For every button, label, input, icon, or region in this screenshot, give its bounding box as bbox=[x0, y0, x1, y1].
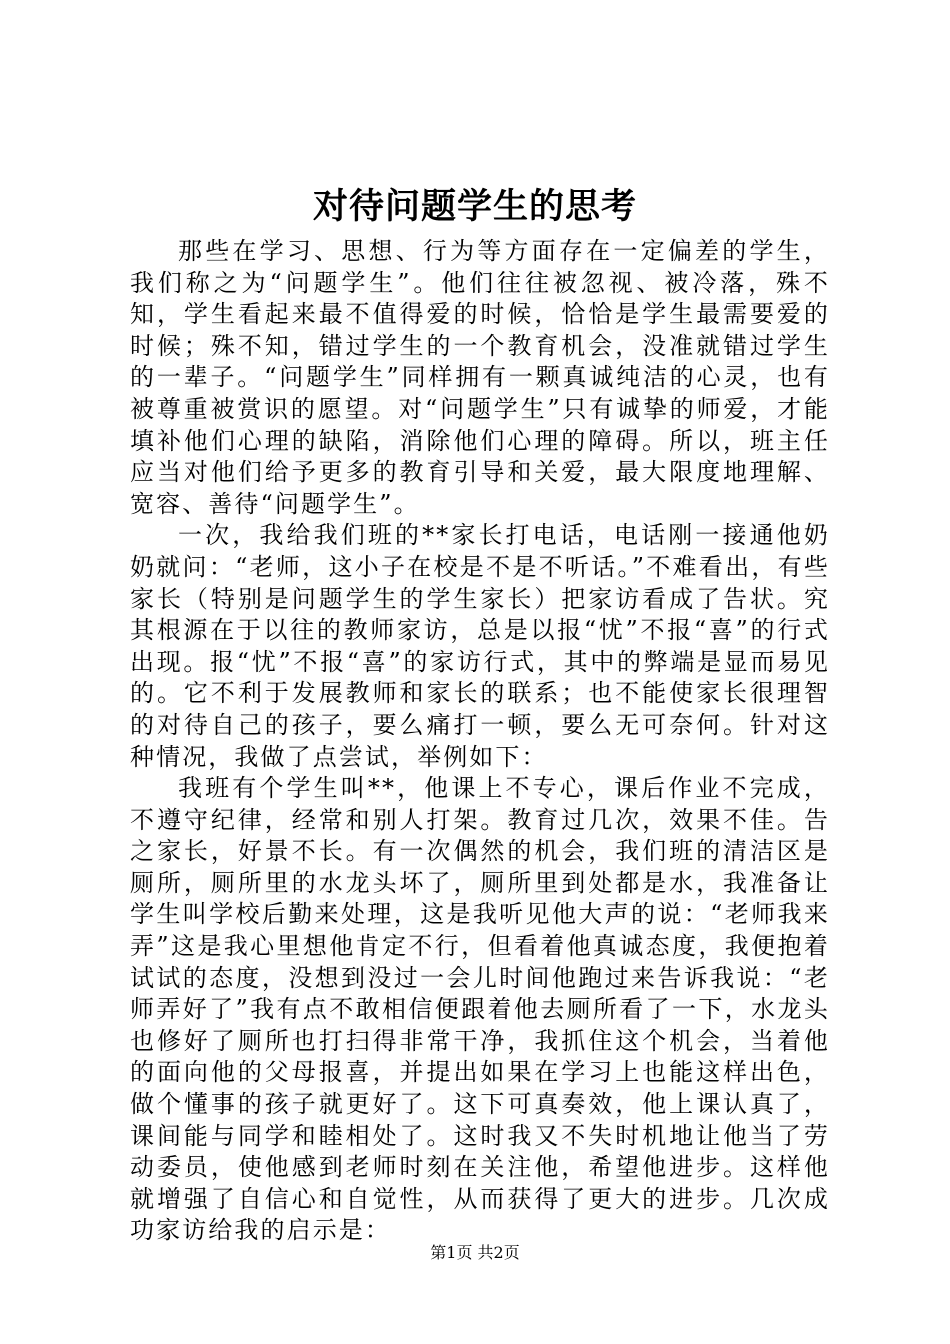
paragraph-1: 那些在学习、思想、行为等方面存在一定偏差的学生，我们称之为“问题学生”。他们往往被忽视、被冷落，殊不知，学生看起来最不值得爱的时候，恰恰是学生最需要爱的时候；殊不知，错过学生的一个教育机会，没准就错过学生的一辈子。“问题学生”同样拥有一颗真诚纯洁的心灵，也有被尊重被赏识的愿望。对“问题学生”只有诚挚的师爱，才能填补他们心理的缺陷，消除他们心理的障碍。所以，班主任应当对他们给予更多的教育引导和关爱，最大限度地理解、宽容、善待“问题学生”。 bbox=[130, 237, 830, 518]
paragraph-3: 我班有个学生叫**，他课上不专心，课后作业不完成，不遵守纪律，经常和别人打架。教育过几次，效果不佳。告之家长，好景不长。有一次偶然的机会，我们班的清洁区是厕所，厕所里的水龙头坏了，厕所里到处都是水，我准备让学生叫学校后勤来处理，这是我听见他大声的说：“老师我来弄”这是我心里想他肯定不行，但看着他真诚态度，我便抱着试试的态度，没想到没过一会儿时间他跑过来告诉我说：“老师弄好了”我有点不敢相信便跟着他去厕所看了一下，水龙头也修好了厕所也打扫得非常干净，我抓住这个机会，当着他的面向他的父母报喜，并提出如果在学习上也能这样出色，做个懂事的孩子就更好了。这下可真奏效，他上课认真了，课间能与同学和睦相处了。这时我又不失时机地让他当了劳动委员，使他感到老师时刻在关注他，希望他进步。这样他就增强了自信心和自觉性，从而获得了更大的进步。几次成功家访给我的启示是： bbox=[130, 774, 830, 1245]
document-title: 对待问题学生的思考 bbox=[312, 186, 637, 227]
page-number-footer: 第1页 共2页 bbox=[430, 1243, 520, 1262]
paragraph-2: 一次，我给我们班的**家长打电话，电话刚一接通他奶奶就问：“老师，这小子在校是不是不听话。”不难看出，有些家长（特别是问题学生的学生家长）把家访看成了告状。究其根源在于以往的教师家访，总是以报“忧”不报“喜”的行式出现。报“忧”不报“喜”的家访行式，其中的弊端是显而易见的。它不利于发展教师和家长的联系；也不能使家长很理智的对待自己的孩子，要么痛打一顿，要么无可奈何。针对这种情况，我做了点尝试，举例如下： bbox=[130, 521, 830, 771]
document-body bbox=[130, 236, 830, 1247]
